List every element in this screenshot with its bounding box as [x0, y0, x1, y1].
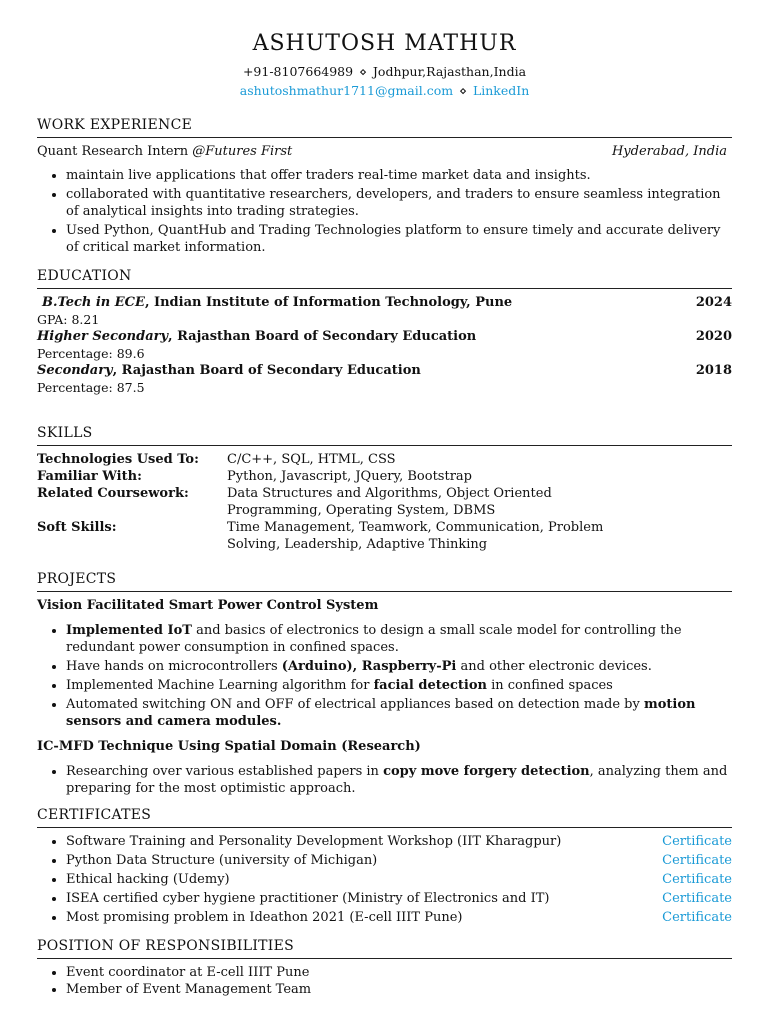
- list-item: • Event coordinator at E-cell IIIT Pune: [66, 964, 732, 981]
- certificate-name: • Python Data Structure (university of Michigan): [66, 853, 378, 868]
- bullet-text: , analyzing them and preparing for the most optimistic approach.: [66, 764, 728, 796]
- project-title: Vision Facilitated Smart Power Control System: [37, 598, 379, 613]
- list-item: [66, 833, 732, 850]
- list-item: [66, 871, 732, 888]
- skill-label: Technologies Used To:: [37, 452, 199, 467]
- section-title: EDUCATION: [37, 268, 732, 289]
- skill-label: Related Coursework:: [37, 486, 189, 501]
- resume-page: [37, 30, 732, 998]
- list-item: [66, 677, 732, 694]
- education-entry: [37, 294, 732, 328]
- section-title: PROJECTS: [37, 571, 732, 592]
- degree-name: Higher Secondary: [37, 329, 169, 344]
- resume-header: [37, 30, 732, 100]
- certificate-list: [37, 833, 732, 926]
- list-item: • Member of Event Management Team: [66, 981, 732, 998]
- table-row: [37, 451, 732, 468]
- highlight-text: motion sensors and camera modules.: [66, 697, 696, 729]
- list-item: [66, 696, 732, 730]
- project-bullets: [37, 622, 732, 730]
- skills-section: [37, 425, 732, 553]
- bullet-text: Automated switching ON and OFF of electrical appliances based on detection made by: [66, 697, 644, 712]
- job-title: [37, 143, 292, 160]
- certificate-link[interactable]: Certificate: [662, 834, 732, 849]
- table-row: [37, 468, 732, 485]
- education-heading: [37, 294, 732, 311]
- table-row: [37, 485, 732, 519]
- bullet-text: and basics of electronics to design a small scale model for controlling the redundant power consumption in confined spaces.: [66, 623, 682, 655]
- education-heading: [37, 328, 732, 345]
- skill-value: C/C++, SQL, HTML, CSS: [227, 452, 396, 467]
- separator-icon: ⋄: [459, 83, 467, 98]
- job-role: Quant Research Intern: [37, 144, 189, 159]
- skill-value: Data Structures and Algorithms, Object Oriented Programming, Operating System, DBMS: [227, 486, 552, 518]
- bullet-text: Implemented Machine Learning algorithm for: [66, 678, 374, 693]
- education-heading: [37, 362, 732, 379]
- list-item: [66, 763, 732, 797]
- list-item: [66, 909, 732, 926]
- section-title: CERTIFICATES: [37, 807, 732, 828]
- school-name: , Rajasthan Board of Secondary Education: [168, 329, 477, 344]
- skill-value: Time Management, Teamwork, Communication, Problem Solving, Leadership, Adaptive Thinking: [227, 520, 604, 552]
- linkedin-link[interactable]: LinkedIn: [472, 83, 530, 98]
- certificate-name: • Most promising problem in Ideathon 2021 (E-cell IIIT Pune): [66, 910, 463, 925]
- certificate-link[interactable]: Certificate: [662, 853, 732, 868]
- positions-section: [37, 938, 732, 998]
- skills-table: [37, 451, 732, 553]
- highlight-text: copy move forgery detection: [383, 764, 590, 779]
- phone-number: +91-8107664989: [242, 64, 354, 79]
- work-experience-section: [37, 117, 732, 256]
- list-item: • maintain live applications that offer traders real-time market data and insights.: [66, 167, 732, 184]
- section-title: POSITION OF RESPONSIBILITIES: [37, 938, 732, 959]
- degree-name: Secondary: [37, 363, 113, 378]
- email-link[interactable]: ashutoshmathur1711@gmail.com: [239, 83, 454, 98]
- education-detail: Percentage: 89.6: [37, 346, 145, 361]
- certificate-name: • Ethical hacking (Udemy): [66, 872, 230, 887]
- job-heading: [37, 143, 732, 160]
- position-list: [37, 964, 732, 998]
- candidate-name: ASHUTOSH MATHUR: [252, 31, 517, 56]
- project-bullets: [37, 763, 732, 797]
- contact-line-1: [37, 62, 732, 81]
- list-item: • Used Python, QuantHub and Trading Technologies platform to ensure timely and accurate delivery of critical market information.: [66, 222, 732, 256]
- education-title: [37, 294, 512, 311]
- education-year: 2018: [695, 363, 732, 378]
- certificate-name: • Software Training and Personality Development Workshop (IIT Kharagpur): [66, 834, 562, 849]
- section-title: SKILLS: [37, 425, 732, 446]
- contact-line-2: [37, 81, 732, 100]
- table-row: [37, 519, 732, 553]
- job-bullets: [37, 167, 732, 256]
- location-text: Jodhpur,Rajasthan,India: [372, 64, 527, 79]
- project-title: IC-MFD Technique Using Spatial Domain (Research): [37, 739, 421, 754]
- bullet-text: Have hands on microcontrollers: [66, 659, 282, 674]
- section-title: WORK EXPERIENCE: [37, 117, 732, 138]
- school-name: , Indian Institute of Information Technology, Pune: [144, 295, 513, 310]
- job-company: @Futures First: [192, 144, 293, 159]
- school-name: , Rajasthan Board of Secondary Education: [112, 363, 421, 378]
- education-title: [37, 328, 476, 345]
- bullet-text: Researching over various established papers in: [66, 764, 384, 779]
- certificates-section: [37, 807, 732, 926]
- highlight-text: facial detection: [373, 678, 487, 693]
- education-year: 2024: [695, 295, 732, 310]
- list-item: • collaborated with quantitative researchers, developers, and traders to ensure seamless integration of analytical insights into trading strategies.: [66, 186, 732, 220]
- education-year: 2020: [695, 329, 732, 344]
- certificate-link[interactable]: Certificate: [662, 891, 732, 906]
- education-section: [37, 268, 732, 396]
- projects-section: [37, 571, 732, 797]
- skill-label: Familiar With:: [37, 469, 142, 484]
- highlight-text: Implemented IoT: [66, 623, 192, 638]
- degree-name: B.Tech in ECE: [42, 295, 145, 310]
- list-item: [66, 852, 732, 869]
- highlight-text: (Arduino), Raspberry-Pi: [281, 659, 457, 674]
- education-title: [37, 362, 421, 379]
- list-item: [66, 658, 732, 675]
- education-detail: GPA: 8.21: [37, 312, 100, 327]
- list-item: [66, 622, 732, 656]
- education-detail: Percentage: 87.5: [37, 380, 145, 395]
- certificate-name: • ISEA certified cyber hygiene practitioner (Ministry of Electronics and IT): [66, 891, 550, 906]
- education-entry: [37, 362, 732, 396]
- job-location: Hyderabad, India: [611, 144, 727, 159]
- certificate-link[interactable]: Certificate: [662, 910, 732, 925]
- education-entry: [37, 328, 732, 362]
- bullet-text: in confined spaces: [486, 678, 613, 693]
- certificate-link[interactable]: Certificate: [662, 872, 732, 887]
- skill-label: Soft Skills:: [37, 520, 117, 535]
- skill-value: Python, Javascript, JQuery, Bootstrap: [227, 469, 472, 484]
- bullet-text: and other electronic devices.: [456, 659, 652, 674]
- separator-icon: ⋄: [359, 64, 367, 79]
- list-item: [66, 890, 732, 907]
